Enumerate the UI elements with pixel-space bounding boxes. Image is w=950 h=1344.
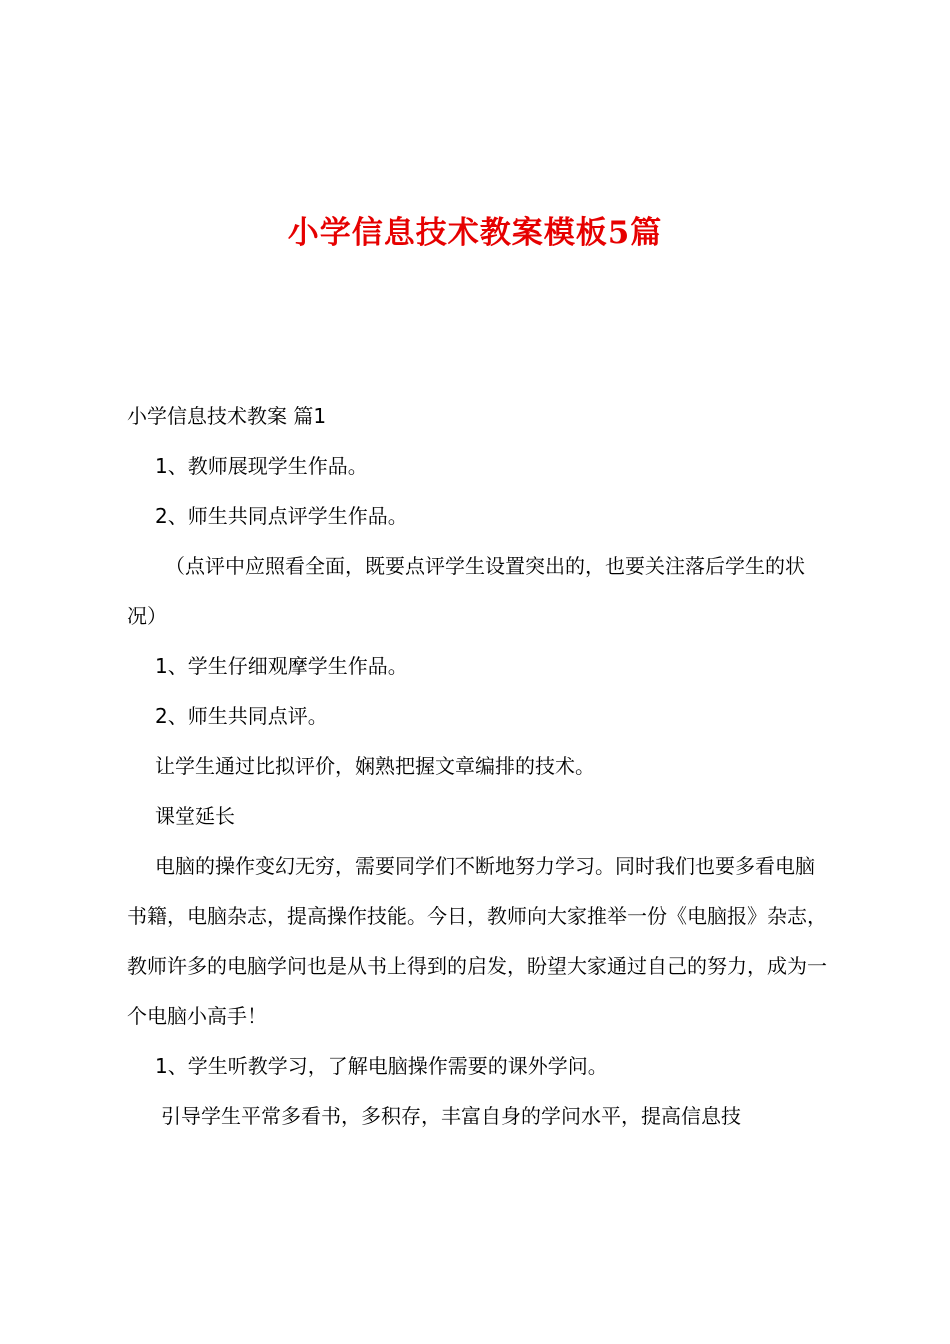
paragraph: 1、教师展现学生作品。	[155, 454, 368, 478]
paragraph: 让学生通过比拟评价，娴熟把握文章编排的技术。	[155, 754, 595, 778]
paragraph: 课堂延长	[155, 804, 235, 828]
paragraph: 引导学生平常多看书，多积存，丰富自身的学问水平，提高信息技	[161, 1104, 741, 1128]
document-body	[127, 391, 832, 1141]
document-title: 小学信息技术教案模板5篇	[287, 215, 663, 251]
paragraph: 1、学生听教学习，了解电脑操作需要的课外学问。	[155, 1054, 608, 1078]
paragraph: 2、师生共同点评。	[155, 704, 328, 728]
paragraph: 1、学生仔细观摩学生作品。	[155, 654, 408, 678]
paragraph: 2、师生共同点评学生作品。	[155, 504, 408, 528]
paragraph: 电脑的操作变幻无穷，需要同学们不断地努力学习。同时我们也要多看电脑书籍，电脑杂志，提高操作技能。今日，教师向大家推举一份《电脑报》杂志，教师许多的电脑学问也是从书上得到的启发，盼望大家通过自己的努力，成为一个电脑小高手！	[127, 854, 827, 1028]
section-heading: 小学信息技术教案 篇1	[127, 404, 327, 428]
paragraph: （点评中应照看全面，既要点评学生设置突出的，也要关注落后学生的状况）	[127, 554, 805, 628]
